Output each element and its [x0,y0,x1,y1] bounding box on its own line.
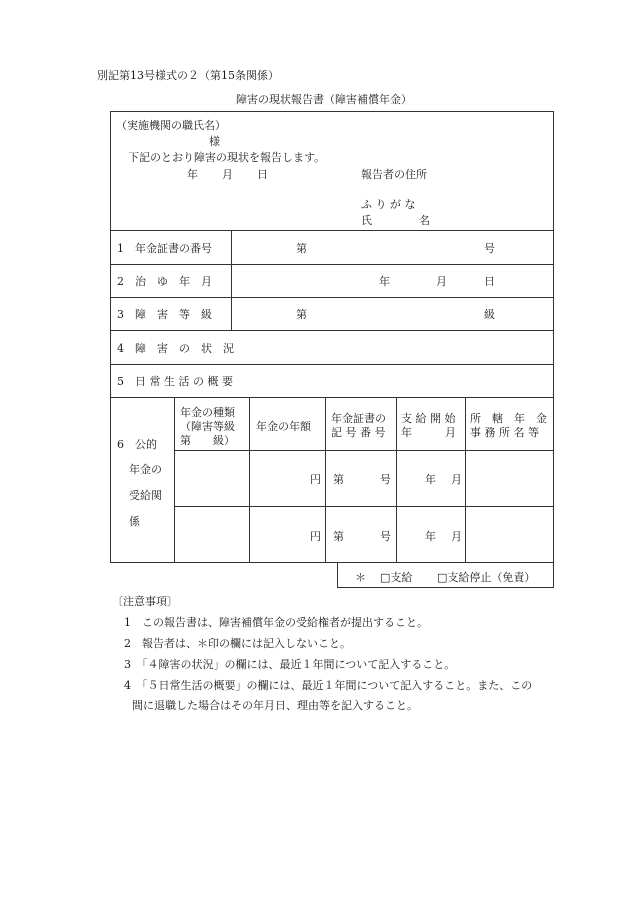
row3-label: 3 障 害 等 級 [117,308,212,321]
pension-row2-yen: 円 [310,530,321,543]
address-label: 報告者の住所 [361,168,427,181]
date-month-label: 月 [222,168,233,181]
row3-kyu: 級 [484,308,495,321]
row1-go: 号 [484,242,495,255]
row4-label: 4 障 害 の 状 況 [117,342,234,355]
col-office-line1: 所 轄 年 金 [470,412,547,425]
pension-row1-tsuki: 月 [451,473,462,486]
notes-heading: 〔注意事項〕 [112,595,178,608]
col-type-line2: （障害等級 [180,420,235,433]
row2-label: 2 治 ゆ 年 月 [117,275,212,288]
stop-checkbox[interactable]: □支給停止（免責） [437,571,536,584]
note-item-4: 4 「５日常生活の概要」の欄には、最近１年間について記入すること。また、この [124,679,533,692]
col-start-line2: 年 月 [401,426,456,439]
row1-label: 1 年金証書の番号 [117,242,212,255]
note-item-1: 1 この報告書は、障害補償年金の受給権者が提出すること。 [124,616,428,629]
col-cert-line1: 年金証書の [331,412,386,425]
date-year-label: 年 [187,168,198,181]
pension-label-3: 受給関 [129,489,162,502]
note-item-4-continuation: 間に退職した場合はその年月日、理由等を記入すること。 [132,699,418,712]
statement-text: 下記のとおり障害の現状を報告します。 [128,151,326,164]
name-label-mei: 名 [419,214,430,227]
pension-label-2: 年金の [129,463,162,476]
row3-dai: 第 [296,308,307,321]
row2-day: 日 [484,275,495,288]
pension-row2-tsuki: 月 [451,530,462,543]
row2-year: 年 [379,275,390,288]
date-day-label: 日 [257,168,268,181]
col-cert-line2: 記 号 番 号 [331,426,386,439]
pay-checkbox[interactable]: □支給 [380,571,413,584]
honorific-sama: 様 [209,135,220,148]
col-type-line3: 第 級） [180,434,235,447]
pension-label-1: 6 公的 [117,438,157,451]
pension-row1-yen: 円 [310,473,321,486]
furigana-label: ふ り が な [361,198,416,211]
note-item-3: 3 「４障害の状況」の欄には、最近１年間について記入すること。 [124,658,456,671]
row2-month: 月 [436,275,447,288]
note-item-2: 2 報告者は、＊印の欄には記入しないこと。 [124,637,351,650]
pension-row2-nen: 年 [425,530,436,543]
col-amount-header: 年金の年額 [256,420,311,433]
pension-row1-nen: 年 [425,473,436,486]
row1-dai: 第 [296,242,307,255]
form-reference: 別記第13号様式の２（第15条関係） [97,69,279,82]
pension-row1-dai: 第 [333,473,344,486]
pension-row2-dai: 第 [333,530,344,543]
pension-label-4: 係 [129,515,140,528]
col-start-line1: 支 給 開 始 [401,412,456,425]
pension-row2-go: 号 [380,530,391,543]
row5-label: 5 日 常 生 活 の 概 要 [117,375,233,388]
col-office-line2: 事 務 所 名 等 [470,426,539,439]
pension-row1-go: 号 [380,473,391,486]
col-type-line1: 年金の種類 [180,406,235,419]
agency-label: （実施機関の職氏名） [116,119,226,132]
name-label-shi: 氏 [361,214,372,227]
office-use-asterisk: ＊ [355,571,366,584]
form-title: 障害の現状報告書（障害補償年金） [236,93,412,106]
